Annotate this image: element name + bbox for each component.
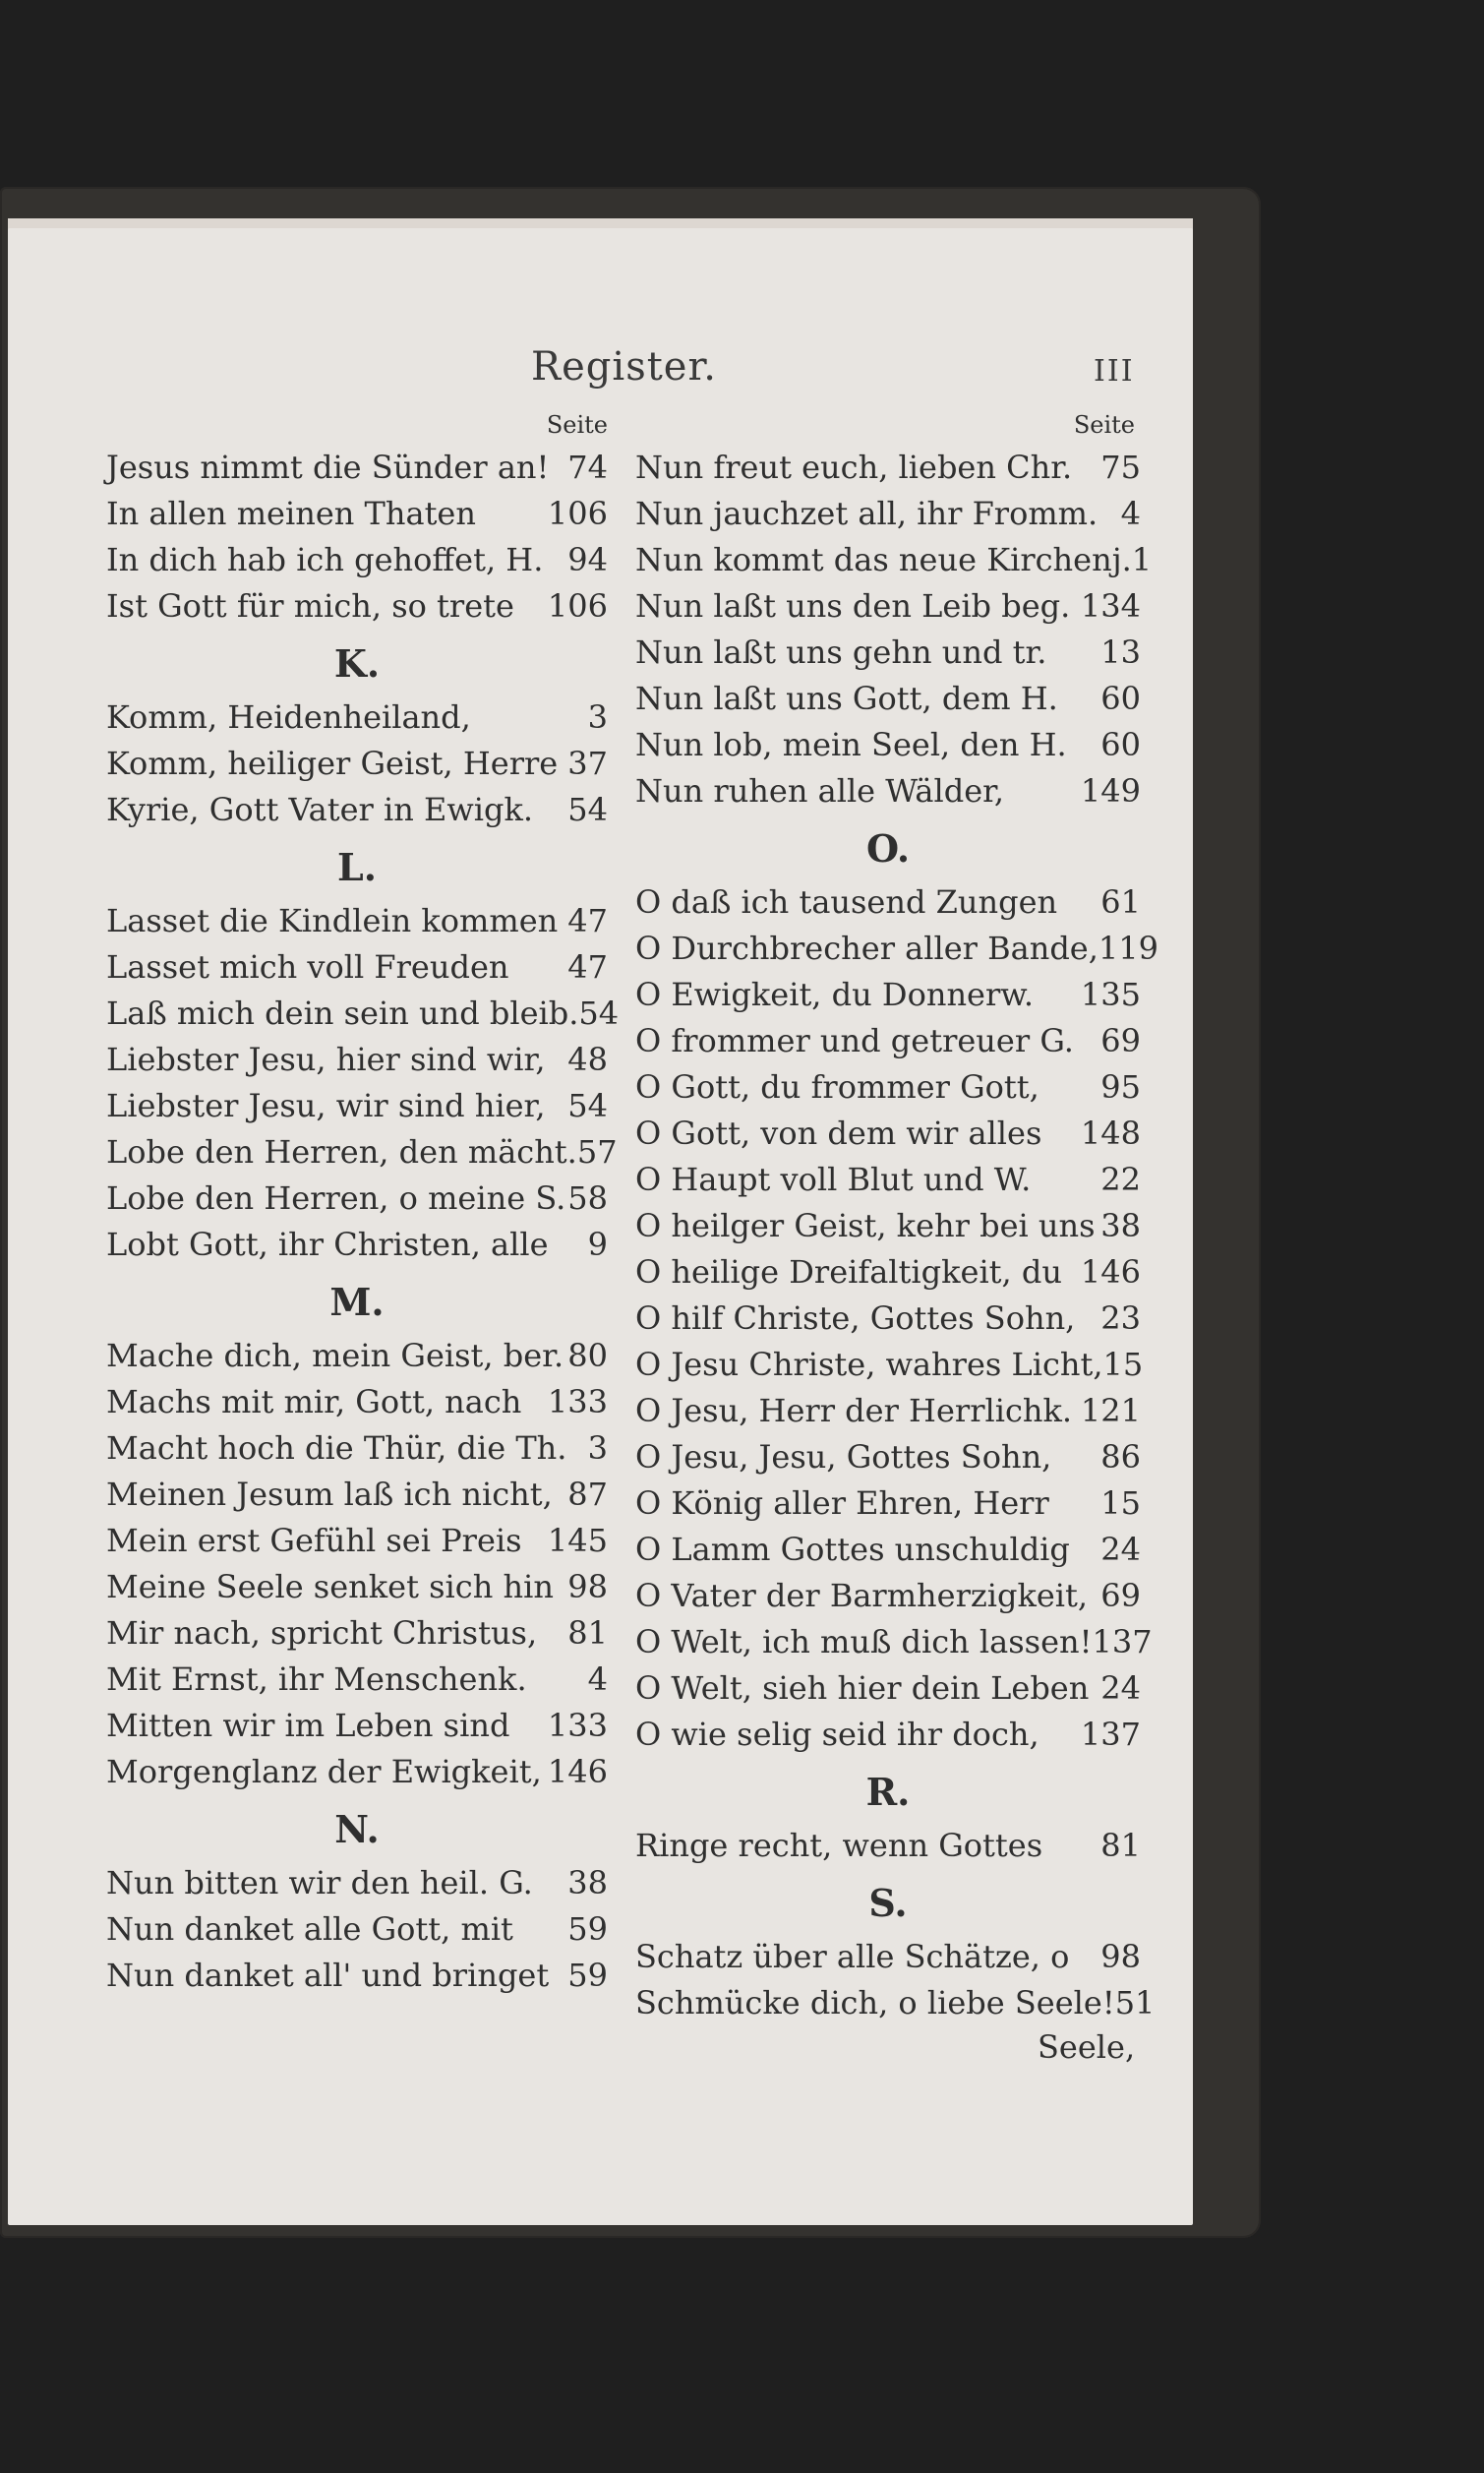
entry-title: Nun laßt uns gehn und tr. <box>635 633 1047 671</box>
entry-page-number: 98 <box>567 1568 608 1605</box>
entry-title: Mit Ernst, ihr Menschenk. <box>106 1660 527 1698</box>
entry-title: O daß ich tausend Zungen <box>635 883 1058 921</box>
entry-title: Nun danket alle Gott, mit <box>106 1910 513 1948</box>
entry-page-number: 75 <box>1100 449 1141 486</box>
entry-title: Ringe recht, wenn Gottes <box>635 1827 1043 1864</box>
entry-page-number: 80 <box>567 1337 608 1374</box>
index-entry <box>106 991 620 1037</box>
entry-title: Nun freut euch, lieben Chr. <box>635 449 1073 486</box>
index-entry <box>106 1129 618 1176</box>
entry-page-number: 94 <box>567 541 608 578</box>
entry-title: O Jesu, Herr der Herrlichk. <box>635 1392 1073 1429</box>
index-entry <box>635 1388 1141 1434</box>
entry-title: Mache dich, mein Geist, ber. <box>106 1337 564 1374</box>
letter-heading: N. <box>334 1807 380 1851</box>
entry-page-number: 145 <box>547 1522 608 1559</box>
entry-page-number: 15 <box>1100 1484 1141 1522</box>
entry-title: Schatz über alle Schätze, o <box>635 1938 1070 1975</box>
entry-title: O heilger Geist, kehr bei uns <box>635 1207 1096 1244</box>
entry-title: O Welt, ich muß dich lassen! <box>635 1623 1093 1660</box>
entry-page-number: 1 <box>1131 541 1153 578</box>
entry-title: O wie selig seid ihr doch, <box>635 1716 1039 1753</box>
entry-title: Nun laßt uns den Leib beg. <box>635 587 1071 625</box>
entry-page-number: 54 <box>567 791 608 828</box>
index-entry <box>106 1657 608 1703</box>
entry-page-number: 9 <box>587 1226 608 1263</box>
entry-page-number: 95 <box>1100 1068 1141 1106</box>
index-entry <box>635 1665 1141 1712</box>
entry-page-number: 81 <box>1100 1827 1141 1864</box>
entry-title: Kyrie, Gott Vater in Ewigk. <box>106 791 534 828</box>
entry-title: In dich hab ich gehoffet, H. <box>106 541 544 578</box>
entry-title: O Durchbrecher aller Bande, <box>635 930 1098 967</box>
entry-page-number: 74 <box>567 449 608 486</box>
entry-page-number: 86 <box>1100 1438 1141 1476</box>
index-entry <box>106 1518 608 1564</box>
entry-title: O Gott, du frommer Gott, <box>635 1068 1039 1106</box>
entry-title: Liebster Jesu, hier sind wir, <box>106 1041 546 1078</box>
entry-page-number: 60 <box>1100 726 1141 763</box>
index-entry <box>106 1037 608 1083</box>
entry-page-number: 135 <box>1080 976 1141 1013</box>
index-entry <box>635 583 1141 630</box>
entry-title: Laß mich dein sein und bleib. <box>106 995 579 1032</box>
left-column <box>106 405 620 1999</box>
entry-title: Nun kommt das neue Kirchenj. <box>635 541 1132 578</box>
index-entry <box>635 1111 1141 1157</box>
entry-page-number: 3 <box>587 1429 608 1467</box>
right-column <box>635 405 1158 2026</box>
entry-page-number: 106 <box>547 495 608 532</box>
entry-page-number: 119 <box>1098 930 1158 967</box>
index-entry <box>106 1176 608 1222</box>
letter-heading: L. <box>337 845 377 889</box>
entry-title: Meinen Jesum laß ich nicht, <box>106 1476 553 1513</box>
page-title: Register. <box>531 344 717 390</box>
index-entry <box>106 741 608 787</box>
entry-title: Lobe den Herren, den mächt. <box>106 1133 577 1171</box>
entry-title: O frommer und getreuer G. <box>635 1022 1074 1059</box>
entry-page-number: 87 <box>567 1476 608 1513</box>
entry-title: Ist Gott für mich, so trete <box>106 587 514 625</box>
page-number: III <box>1094 354 1135 389</box>
entry-title: Komm, heiliger Geist, Herre <box>106 745 559 782</box>
letter-heading: M. <box>329 1280 385 1324</box>
index-entry <box>106 1610 608 1657</box>
entry-page-number: 4 <box>587 1660 608 1698</box>
entry-title: Jesus nimmt die Sünder an! <box>106 449 550 486</box>
catchword: Seele, <box>1038 2028 1136 2066</box>
entry-page-number: 23 <box>1100 1299 1141 1337</box>
index-entry <box>635 768 1141 814</box>
entry-page-number: 59 <box>567 1910 608 1948</box>
index-entry <box>635 1064 1141 1111</box>
index-entry <box>106 787 608 833</box>
entry-page-number: 48 <box>567 1041 608 1078</box>
entry-page-number: 149 <box>1080 772 1141 810</box>
index-entry <box>635 676 1141 722</box>
entry-page-number: 38 <box>567 1864 608 1901</box>
entry-title: Mir nach, spricht Christus, <box>106 1614 538 1652</box>
entry-title: Macht hoch die Thür, die Th. <box>106 1429 567 1467</box>
entry-page-number: 24 <box>1100 1669 1141 1707</box>
entry-title: Schmücke dich, o liebe Seele! <box>635 1984 1115 2021</box>
index-entry <box>635 1480 1141 1527</box>
entry-page-number: 133 <box>547 1707 608 1744</box>
entry-title: Nun bitten wir den heil. G. <box>106 1864 533 1901</box>
entry-title: Nun lob, mein Seel, den H. <box>635 726 1067 763</box>
entry-title: Komm, Heidenheiland, <box>106 698 471 736</box>
entry-title: O Jesu Christe, wahres Licht, <box>635 1346 1103 1383</box>
entry-title: Nun danket all' und bringet <box>106 1957 550 1994</box>
index-entry <box>106 898 608 944</box>
index-entry <box>635 1434 1141 1480</box>
index-entry <box>635 1712 1141 1758</box>
entry-title: O Haupt voll Blut und W. <box>635 1161 1032 1198</box>
entry-page-number: 57 <box>576 1133 618 1171</box>
index-entry <box>106 1222 608 1268</box>
index-entry <box>635 537 1153 583</box>
entry-page-number: 24 <box>1100 1531 1141 1568</box>
index-entry <box>635 1249 1141 1296</box>
entry-title: O Jesu, Jesu, Gottes Sohn, <box>635 1438 1052 1476</box>
entry-page-number: 137 <box>1092 1623 1153 1660</box>
entry-title: Machs mit mir, Gott, nach <box>106 1383 522 1420</box>
entry-title: Lobe den Herren, o meine S. <box>106 1179 566 1217</box>
entry-page-number: 59 <box>567 1957 608 1994</box>
index-entry <box>635 926 1158 972</box>
index-entry <box>106 944 608 991</box>
entry-page-number: 134 <box>1080 587 1141 625</box>
entry-page-number: 133 <box>547 1383 608 1420</box>
entry-title: O Gott, von dem wir alles <box>635 1115 1042 1152</box>
letter-heading: K. <box>333 641 381 686</box>
index-entry <box>635 630 1141 676</box>
entry-title: Nun laßt uns Gott, dem H. <box>635 680 1058 717</box>
index-entry <box>635 1934 1141 1980</box>
index-entry <box>106 694 608 741</box>
entry-title: O Ewigkeit, du Donnerw. <box>635 976 1035 1013</box>
index-entry <box>635 1157 1141 1203</box>
index-entry <box>635 1296 1141 1342</box>
entry-title: Lasset mich voll Freuden <box>106 948 509 986</box>
index-entry <box>106 1472 608 1518</box>
entry-page-number: 4 <box>1120 495 1141 532</box>
entry-page-number: 37 <box>567 745 608 782</box>
index-entry <box>635 1527 1141 1573</box>
index-entry <box>635 1342 1144 1388</box>
index-entry <box>106 1379 608 1425</box>
entry-page-number: 69 <box>1100 1022 1141 1059</box>
index-entry <box>106 537 608 583</box>
entry-title: O hilf Christe, Gottes Sohn, <box>635 1299 1076 1337</box>
entry-title: Lasset die Kindlein kommen <box>106 902 559 939</box>
entry-page-number: 137 <box>1080 1716 1141 1753</box>
index-entry <box>106 1906 608 1953</box>
index-entry <box>635 491 1141 537</box>
index-entry <box>106 1083 608 1129</box>
index-entry <box>635 1573 1141 1619</box>
entry-page-number: 69 <box>1100 1577 1141 1614</box>
index-entry <box>635 1018 1141 1064</box>
index-entry <box>106 1703 608 1749</box>
entry-title: O Vater der Barmherzigkeit, <box>635 1577 1089 1614</box>
entry-title: O heilige Dreifaltigkeit, du <box>635 1253 1062 1291</box>
index-entry <box>106 1333 608 1379</box>
entry-title: O Welt, sieh hier dein Leben <box>635 1669 1090 1707</box>
index-entry <box>106 491 608 537</box>
entry-title: Lobt Gott, ihr Christen, alle <box>106 1226 549 1263</box>
index-entry <box>106 1953 608 1999</box>
entry-title: Nun jauchzet all, ihr Fromm. <box>635 495 1098 532</box>
index-entry <box>106 445 608 491</box>
entry-page-number: 81 <box>567 1614 608 1652</box>
index-entry <box>635 972 1141 1018</box>
entry-title: Meine Seele senket sich hin <box>106 1568 554 1605</box>
entry-title: Mein erst Gefühl sei Preis <box>106 1522 522 1559</box>
entry-page-number: 47 <box>567 902 608 939</box>
index-entry <box>106 1425 608 1472</box>
letter-heading: R. <box>865 1770 911 1814</box>
entry-page-number: 148 <box>1080 1115 1141 1152</box>
entry-page-number: 22 <box>1100 1161 1141 1198</box>
entry-page-number: 38 <box>1100 1207 1141 1244</box>
index-entry <box>635 1619 1153 1665</box>
entry-title: Mitten wir im Leben sind <box>106 1707 510 1744</box>
index-entry <box>635 445 1141 491</box>
entry-title: Nun ruhen alle Wälder, <box>635 772 1005 810</box>
entry-page-number: 51 <box>1114 1984 1156 2021</box>
entry-title: Liebster Jesu, wir sind hier, <box>106 1087 546 1124</box>
index-entry <box>106 1860 608 1906</box>
index-entry <box>635 1823 1141 1869</box>
letter-heading: O. <box>865 826 911 871</box>
index-entry <box>635 722 1141 768</box>
entry-page-number: 121 <box>1080 1392 1141 1429</box>
index-entry <box>106 583 608 630</box>
entry-page-number: 60 <box>1100 680 1141 717</box>
entry-page-number: 54 <box>578 995 620 1032</box>
entry-title: O König aller Ehren, Herr <box>635 1484 1049 1522</box>
entry-page-number: 3 <box>587 698 608 736</box>
index-entry <box>635 1203 1141 1249</box>
entry-page-number: 106 <box>547 587 608 625</box>
seite-label-left: Seite <box>546 411 608 439</box>
index-entry <box>106 1564 608 1610</box>
entry-page-number: 15 <box>1102 1346 1144 1383</box>
entry-title: In allen meinen Thaten <box>106 495 476 532</box>
seite-label-right: Seite <box>1073 411 1135 439</box>
entry-title: O Lamm Gottes unschuldig <box>635 1531 1070 1568</box>
entry-page-number: 146 <box>1080 1253 1141 1291</box>
entry-page-number: 58 <box>567 1179 608 1217</box>
entry-page-number: 47 <box>567 948 608 986</box>
index-entry <box>635 1980 1156 2026</box>
entry-page-number: 146 <box>547 1753 608 1790</box>
index-entry <box>106 1749 608 1795</box>
entry-page-number: 61 <box>1100 883 1141 921</box>
index-entry <box>635 879 1141 926</box>
entry-page-number: 54 <box>567 1087 608 1124</box>
entry-page-number: 13 <box>1100 633 1141 671</box>
entry-title: Morgenglanz der Ewigkeit, <box>106 1753 542 1790</box>
entry-page-number: 98 <box>1100 1938 1141 1975</box>
letter-heading: S. <box>868 1881 908 1925</box>
